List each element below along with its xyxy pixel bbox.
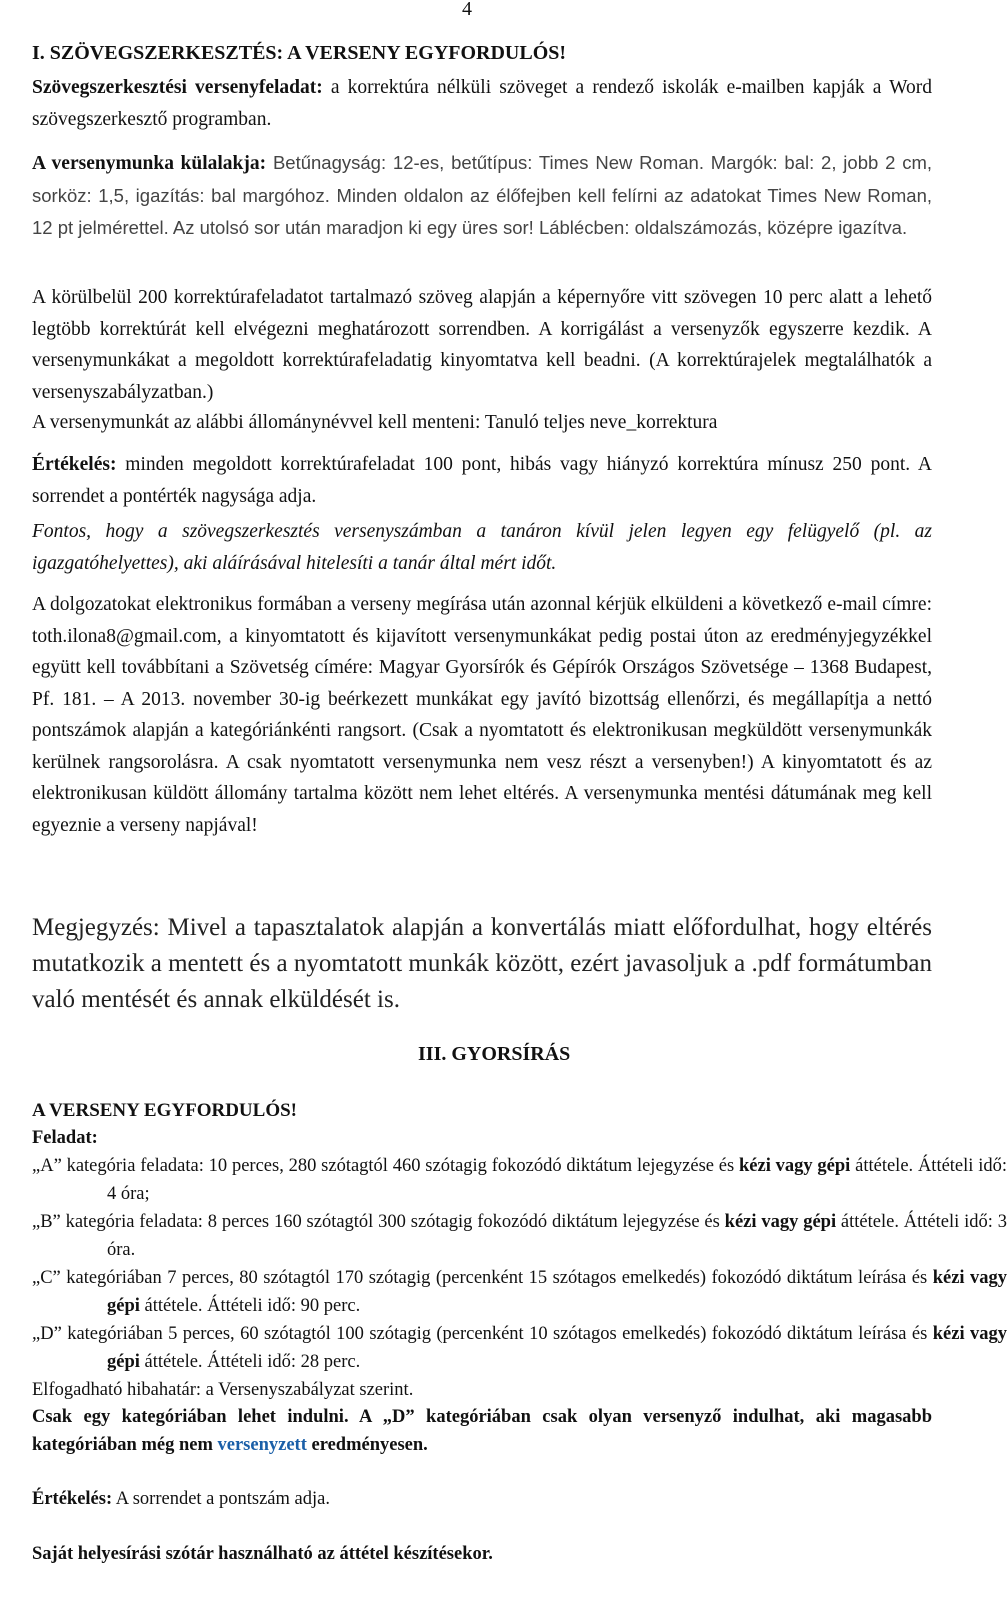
section3-evaluation: Értékelés: A sorrendet a pontszám adja. — [32, 1489, 330, 1509]
evaluation-text: minden megoldott korrektúrafeladat 100 pont, hibás vagy hiányzó korrektúra mínusz 250 pont. A sorrendet a pontérték nagysága adja. — [32, 454, 932, 507]
category-item: „A” kategória feladata: 10 perces, 280 szótagtól 460 szótagig fokozódó diktátum lejegyzése és kézi vagy gépi áttétele. Áttételi idő: 4 óra; — [32, 1156, 1007, 1204]
category-item: „D” kategóriában 5 perces, 60 szótagtól 100 szótagig (percenként 10 szótagos emelkedés) fokozódó diktátum leírása és kézi vagy gépi áttétele. Áttételi idő: 28 perc. — [32, 1324, 1007, 1372]
category-item: „C” kategóriában 7 perces, 80 szótagtól 170 szótagig (percenként 15 szótagos emelkedés) fokozódó diktátum leírása és kézi vagy gépi áttétele. Áttételi idő: 90 perc. — [32, 1268, 1007, 1316]
look-paragraph — [32, 147, 932, 245]
page-number: 4 — [462, 0, 472, 20]
versenyzett-link[interactable]: versenyzett — [217, 1435, 307, 1455]
category-rule: Csak egy kategóriában lehet indulni. A „D” kategóriában csak olyan versenyző indulhat, aki magasabb kategóriában még nem versenyzett eredményesen. — [32, 1407, 932, 1455]
task-text: a korrektúra nélküli szöveget a rendező iskolák e-mailben kapják a Word szövegszerkesztő programban. — [32, 77, 932, 130]
paragraph-1: A körülbelül 200 korrektúrafeladatot tartalmazó szöveg alapján a képernyőre vitt szövegen 10 perc alatt a lehető legtöbb korrektúrát kell elvégezni meghatározott sorrendben. A korrigálást a versenyzők egyszerre kezdik. A versenymunkákat a megoldott korrektúrafeladatig kinyomtatva kell beadni. (A korrektúrajelek megtalálhatók a versenyszabályzatban.) — [32, 287, 932, 403]
look-text: Betűnagyság: 12-es, betűtípus: Times New Roman. Margók: bal: 2, jobb 2 cm, sorköz: 1,5, igazítás: bal margóhoz. Minden oldalon az élőfejben kell felírni az adatokat Times New Roman, 12 pt jelmérettel. Az utolsó sor után maradjon ki egy üres sor! Láblécben: oldalszámozás, középre igazítva. — [32, 152, 932, 238]
paragraph-3: A dolgozatokat elektronikus formában a verseny megírása után azonnal kérjük elküldeni a következő e-mail címre: toth.ilona8@gmail.com, a kinyomtatott és kijavított versenymunkákat pedig postai úton az eredményjegyzékkel együtt kell továbbítani a Szövetség címére: Magyar Gyorsírók és Gépírók Országos Szövetsége – 1368 Budapest, Pf. 181. – A 2013. november 30-ig beérkezett munkákat egy javító bizottság ellenőrzi, és megállapítja a nettó pontszámok alapján a kategóriánkénti rangsort. (Csak a nyomtatott és elektronikusan megküldött versenymunkák kerülnek rangsorolásra. A csak nyomtatott versenymunka nem vesz részt a versenyben!) A kinyomtatott és az elektronikusan küldött állomány tartalma között nem lehet eltérés. A versenymunka mentési dátumának meg kell egyeznie a verseny napjával! — [32, 594, 932, 836]
supervisor-note: Fontos, hogy a szövegszerkesztés versenyszámban a tanáron kívül jelen legyen egy felügyelő (pl. az igazgatóhelyettes), aki aláírásával hitelesíti a tanár által mért időt. — [32, 521, 932, 574]
evaluation-paragraph — [32, 449, 932, 512]
look-label: A versenymunka külalakja: — [32, 153, 267, 174]
section3-task-label: Feladat: — [32, 1128, 98, 1148]
paragraph-2: A versenymunkát az alábbi állománynévvel kell menteni: Tanuló teljes neve_korrektura — [32, 412, 718, 433]
section3-subheading: A VERSENY EGYFORDULÓS! — [32, 1100, 297, 1121]
task-paragraph — [32, 72, 932, 135]
section1-heading: I. SZÖVEGSZERKESZTÉS: A VERSENY EGYFORDULÓS! — [32, 42, 567, 64]
section3-heading: III. GYORSÍRÁS — [418, 1043, 571, 1065]
dictionary-note: Saját helyesírási szótár használható az áttétel készítésekor. — [32, 1544, 493, 1564]
task-label: Szövegszerkesztési versenyfeladat: — [32, 77, 323, 98]
pdf-note: Megjegyzés: Mivel a tapasztalatok alapján a konvertálás miatt előfordulhat, hogy eltérés mutatkozik a mentett és a nyomtatott munkák között, ezért javasoljuk a .pdf formátumban való mentését és annak elküldését is. — [32, 914, 932, 1013]
tolerance-line: Elfogadható hibahatár: a Versenyszabályzat szerint. — [32, 1380, 414, 1400]
evaluation-label: Értékelés: — [32, 454, 117, 475]
category-item: „B” kategória feladata: 8 perces 160 szótagtól 300 szótagig fokozódó diktátum lejegyzése és kézi vagy gépi áttétele. Áttételi idő: 3 óra. — [32, 1212, 1007, 1260]
